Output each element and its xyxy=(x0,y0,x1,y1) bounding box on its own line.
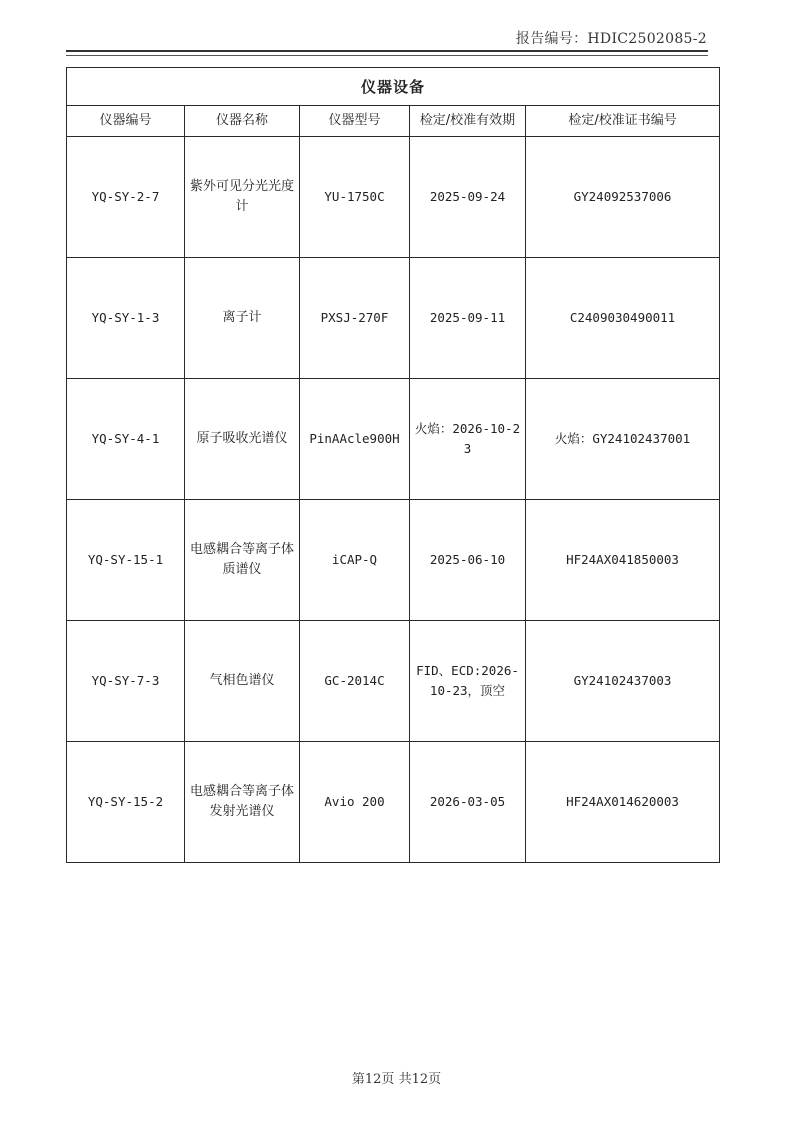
instrument-name: 电感耦合等离子体发射光谱仪 xyxy=(185,742,300,863)
instrument-id: YQ-SY-1-3 xyxy=(67,258,185,379)
column-header-name: 仪器名称 xyxy=(185,106,300,137)
instrument-model: iCAP-Q xyxy=(300,500,410,621)
certificate-number: HF24AX041850003 xyxy=(526,500,720,621)
instrument-name: 电感耦合等离子体质谱仪 xyxy=(185,500,300,621)
certificate-number: C2409030490011 xyxy=(526,258,720,379)
calibration-validity: 2025-06-10 xyxy=(410,500,526,621)
instrument-id: YQ-SY-4-1 xyxy=(67,379,185,500)
calibration-validity: FID、ECD:2026-10-23，顶空 xyxy=(410,621,526,742)
table-row xyxy=(67,500,720,621)
instrument-id: YQ-SY-7-3 xyxy=(67,621,185,742)
instrument-name: 离子计 xyxy=(185,258,300,379)
instrument-model: Avio 200 xyxy=(300,742,410,863)
instrument-model: PXSJ-270F xyxy=(300,258,410,379)
certificate-number: 火焰：GY24102437001 xyxy=(526,379,720,500)
instrument-name: 气相色谱仪 xyxy=(185,621,300,742)
column-header-certificate: 检定/校准证书编号 xyxy=(526,106,720,137)
instrument-model: GC-2014C xyxy=(300,621,410,742)
table-row xyxy=(67,258,720,379)
report-number: 报告编号：HDIC2502085-2 xyxy=(515,31,707,47)
calibration-validity: 火焰：2026-10-23 xyxy=(410,379,526,500)
calibration-validity: 2025-09-11 xyxy=(410,258,526,379)
column-header-validity: 检定/校准有效期 xyxy=(410,106,526,137)
column-header-id: 仪器编号 xyxy=(67,106,185,137)
certificate-number: HF24AX014620003 xyxy=(526,742,720,863)
certificate-number: GY24102437003 xyxy=(526,621,720,742)
column-header-model: 仪器型号 xyxy=(300,106,410,137)
instrument-id: YQ-SY-15-1 xyxy=(67,500,185,621)
table-row xyxy=(67,742,720,863)
table-row xyxy=(67,137,720,258)
page-number: 第12页 共12页 xyxy=(351,1072,442,1087)
instrument-name: 紫外可见分光光度计 xyxy=(185,137,300,258)
instrument-model: YU-1750C xyxy=(300,137,410,258)
header-rule xyxy=(66,50,708,52)
instrument-id: YQ-SY-15-2 xyxy=(67,742,185,863)
table-row xyxy=(67,379,720,500)
calibration-validity: 2026-03-05 xyxy=(410,742,526,863)
instrument-name: 原子吸收光谱仪 xyxy=(185,379,300,500)
instrument-model: PinAAcle900H xyxy=(300,379,410,500)
calibration-validity: 2025-09-24 xyxy=(410,137,526,258)
instrument-id: YQ-SY-2-7 xyxy=(67,137,185,258)
instrument-table xyxy=(66,67,720,863)
header-rule-secondary xyxy=(66,55,708,56)
table-row xyxy=(67,621,720,742)
table-title: 仪器设备 xyxy=(67,68,720,106)
certificate-number: GY24092537006 xyxy=(526,137,720,258)
